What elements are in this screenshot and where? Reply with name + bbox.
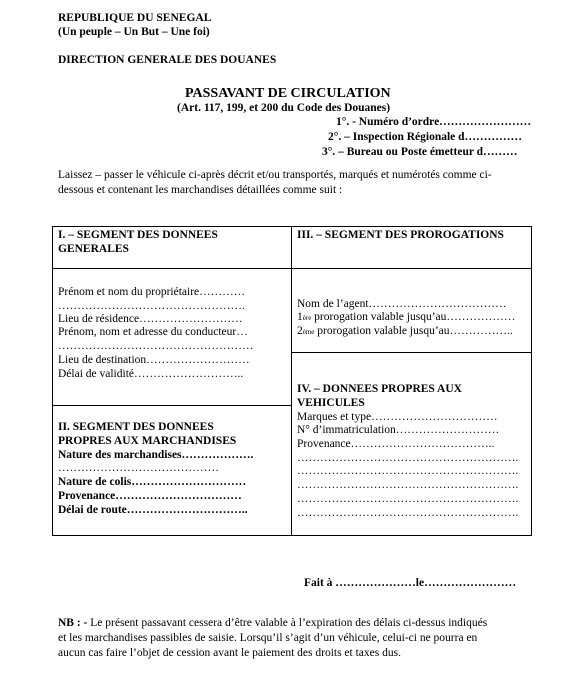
section-2-title: II. SEGMENT DES DONNEES: [58, 421, 214, 433]
country-name: REPUBLIQUE DU SENEGAL: [58, 12, 212, 24]
goods-nature-label: Nature des marchandises……………….: [58, 449, 254, 461]
goods-nature-field: [58, 449, 253, 461]
packages-field: Nature de colis…………………………: [58, 476, 247, 488]
first-extension-field: 1ère prorogation valable jusqu’au………………: [297, 311, 516, 323]
place-date-field: Fait à …………………le……………………: [304, 577, 517, 589]
vehicle-blank-line-5: ………………………………………………….: [297, 507, 519, 519]
vehicle-blank-line-4: ………………………………………………….: [297, 493, 519, 505]
goods-origin-field: Provenance……………………………: [58, 490, 242, 502]
section-1-title: I. – SEGMENT DES DONNEES: [58, 229, 218, 241]
direction-name: DIRECTION GENERALE DES DOUANES: [58, 54, 277, 66]
vehicle-blank-line-1: ………………………………………………….: [297, 452, 519, 464]
vehicle-origin-field: Provenance………………………………..: [297, 438, 495, 450]
route-delay-field: Délai de route…………………………..: [58, 504, 248, 516]
owner-name-continuation: ………………………………………….: [58, 300, 245, 312]
section-3-title: III. – SEGMENT DES PROROGATIONS: [297, 229, 504, 241]
vehicle-blank-line-2: ………………………………………………….: [297, 465, 519, 477]
driver-field: Prénom, nom et adresse du conducteur…: [58, 326, 248, 338]
driver-continuation: ……………………………………………: [58, 340, 254, 352]
destination-field: Lieu de destination………………………: [58, 354, 250, 366]
issuing-office-field: 3°. – Bureau ou Poste émetteur d………: [322, 146, 518, 158]
note-line-1: NB : - Le présent passavant cessera d’être valable à l’expiration des délais ci-dessus indiqués: [58, 617, 488, 629]
intro-line-1: Laissez – passer le véhicule ci-après décrit et/ou transportés, marqués et numérotés comme ci-: [58, 169, 492, 181]
document-subtitle: (Art. 117, 199, et 200 du Code des Douanes): [177, 102, 391, 114]
note-line-3: aucun cas faire l’objet de cession avant le paiement des droits et taxes dus.: [58, 647, 401, 659]
vehicle-brand-field: Marques et type……………………………: [297, 411, 498, 423]
owner-name-field: Prénom et nom du propriétaire…………: [58, 286, 246, 298]
vehicle-blank-line-3: ………………………………………………….: [297, 479, 519, 491]
section-4-title: IV. – DONNEES PROPRES AUX: [297, 383, 462, 395]
national-motto: (Un peuple – Un But – Une foi): [58, 26, 210, 38]
second-extension-field: 2ème prorogation valable jusqu’au……………..: [297, 325, 513, 337]
document-title: PASSAVANT DE CIRCULATION: [185, 86, 391, 101]
validity-field: Délai de validité………………………..: [58, 368, 244, 380]
note-label: NB : -: [58, 617, 88, 629]
note-line-2: et les marchandises passibles de saisie. Lorsqu’il s’agit d’un véhicule, celui-ci ne pourra en: [58, 632, 478, 644]
agent-name-field: Nom de l’agent………………………………: [297, 298, 507, 310]
vehicle-registration-field: N° d’immatriculation………………………: [297, 424, 500, 436]
intro-line-2: dessous et contenant les marchandises détaillées comme suit :: [58, 184, 343, 196]
residence-field: Lieu de résidence………………………: [58, 313, 243, 325]
section-1-title-cont: GENERALES: [58, 243, 129, 255]
section-2-title-cont: PROPRES AUX MARCHANDISES: [58, 435, 237, 447]
regional-inspection-field: 2°. – Inspection Régionale d……………: [328, 131, 523, 143]
goods-nature-continuation: ……………………………………: [58, 462, 219, 474]
order-number-field: 1°. - Numéro d’ordre……………………: [336, 116, 532, 128]
section-4-title-cont: VEHICULES: [297, 397, 365, 409]
